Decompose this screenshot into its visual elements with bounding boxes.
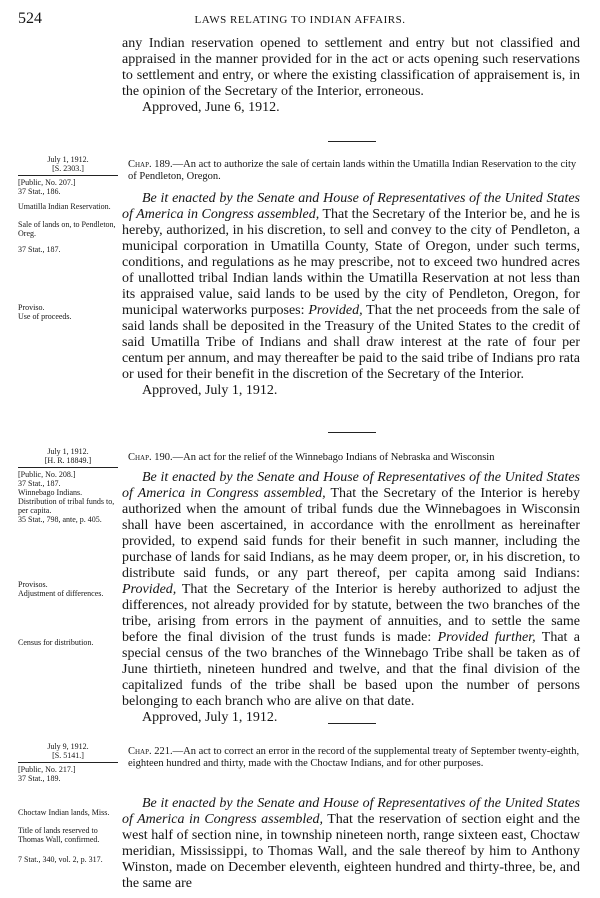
act189-margin-header [18, 155, 118, 196]
margin-rule [18, 175, 118, 176]
act221-note-choctaw: Choctaw Indian lands, Miss. [18, 808, 110, 817]
running-title: LAWS RELATING TO INDIAN AFFAIRS. [194, 14, 406, 26]
act189-text-1: That the Secretary of the Interior be, and he is hereby, authorized, in his discretion, to sell and convey to the city of Pendleton, a municipal corporation in Umatilla County, State of Oregon, under such terms, conditions, and regulations as he may prescribe, not to exceed two hundred acres of unallotted tribal Indian lands within the Umatilla Reservation at not less than its appraised value, said lands to be used by the city of Pendleton, Oregon, for municipal waterworks purposes: [122, 207, 580, 318]
act190-chap-label: Chap. 190. [128, 452, 173, 463]
act190-approved: Approved, July 1, 1912. [142, 710, 278, 725]
section-separator [328, 141, 376, 142]
act221-note-title: Title of lands reserved to Thomas Wall, confirmed. [18, 826, 100, 844]
act189-note-stat: 37 Stat., 187. [18, 245, 61, 254]
act190-stat: 37 Stat., 187. [18, 479, 61, 488]
act190-note-adjustment: Adjustment of differences. [18, 589, 104, 598]
act189-paragraph [122, 191, 580, 383]
page-number: 524 [18, 10, 42, 27]
act190-enacting-clause: Be it enacted by the Senate and House of Representatives of the United States of America in Congress assembled, [122, 470, 580, 501]
act190-text-1: That the Secretary of the Interior is hereby authorized when the amount of tribal funds due the Winnebagoes in Wisconsin shall have been ascertained, in accordance with the enrollment as hereinafter provided, to expend said funds for their benefit in such manner, including the purchase of lands for said Indians, as he may deem proper, or, in his discretion, to distribute said funds, or any part thereof, per capita among said Indians: [122, 486, 580, 581]
act190-margin-header [18, 447, 118, 488]
prev-act-text: any Indian reservation opened to settlement and entry but not classified and appraised in the manner provided for in the act or acts opening such reservations to settlement and entry, or where the existing classification of appraisement is, in the opinion of the Secretary of the Interior, erroneous. [122, 36, 580, 99]
act221-margin-header [18, 742, 118, 783]
act190-body [122, 470, 580, 726]
act221-chap-label: Chap. 221. [128, 746, 173, 757]
act190-note-stat: 35 Stat., 798, ante, p. 405. [18, 515, 102, 524]
act189-provided: Provided, [308, 303, 363, 318]
prev-act-approved: Approved, June 6, 1912. [142, 100, 280, 115]
act190-paragraph [122, 470, 580, 710]
act190-note-provisos: Provisos. [18, 580, 48, 589]
act190-date: July 1, 1912. [47, 447, 89, 456]
act221-bill: [S. 5141.] [52, 751, 84, 760]
act221-note-stat: 7 Stat., 340, vol. 2, p. 317. [18, 855, 103, 864]
act190-note-winnebago: Winnebago Indians. [18, 488, 83, 497]
act221-date: July 9, 1912. [47, 742, 89, 751]
act190-note-distribution: Distribution of tribal funds to, per capita. [18, 497, 115, 515]
act189-bill: [S. 2303.] [52, 164, 84, 173]
act189-stat: 37 Stat., 186. [18, 187, 61, 196]
act189-note-reservation: Umatilla Indian Reservation. [18, 202, 111, 211]
act221-title: —An act to correct an error in the record of the supplemental treaty of September twenty-eighth, eighteen hundred and thirty, made with the Choctaw Indians, and for other purposes. [128, 746, 580, 769]
act221-stat: 37 Stat., 189. [18, 774, 61, 783]
act221-text-1: That the reservation of section eight and the west half of section nine, in township nineteen north, range sixteen east, Choctaw meridian, Mississippi, to Thomas Wall, and the sale thereof by him to Anthony Winston, made on December eleventh, eighteen hundred and thirty-three, be, and the same are [122, 812, 581, 891]
act190-provided: Provided, [122, 582, 177, 597]
act221-body [122, 796, 580, 892]
act189-note-proviso: Proviso. [18, 303, 45, 312]
act221-heading [128, 746, 580, 770]
act221-paragraph [122, 796, 580, 892]
act189-title: —An act to authorize the sale of certain lands within the Umatilla Indian Reservation to the city of Pendleton, Oregon. [128, 159, 577, 182]
margin-rule [18, 467, 118, 468]
act190-note-census: Census for distribution. [18, 638, 94, 647]
section-separator [328, 723, 376, 724]
act221-enacting-clause: Be it enacted by the Senate and House of Representatives of the United States of America in Congress assembled, [122, 796, 580, 827]
act189-note-proceeds: Use of proceeds. [18, 312, 72, 321]
act221-public: [Public, No. 217.] [18, 765, 76, 774]
act189-public: [Public, No. 207.] [18, 178, 76, 187]
act190-text-2: That the Secretary of the Interior is hereby authorized to adjust the differences, not already provided for by statute, between the two branches of the tribe, arising from errors in the payment of annuities, and to settle the same before the final division of the trust funds is made: [122, 582, 581, 645]
act189-date: July 1, 1912. [47, 155, 89, 164]
act190-text-3: That a special census of the two branches of the Winnebago Tribe shall be taken as of June thirtieth, nineteen hundred and twelve, and that the final division of the capitalized funds of the tribe shall be based upon the number of persons belonging to each branch who are alive on that date. [122, 630, 581, 709]
act189-body [122, 191, 580, 399]
section-separator [328, 432, 376, 433]
act189-chap-label: Chap. 189. [128, 159, 173, 170]
prev-act-block [122, 36, 580, 116]
act189-text-2: That the net proceeds from the sale of said lands shall be deposited in the Treasury of the United States to the credit of said Umatilla Tribe of Indians and shall draw interest at the rate of four per centum per annum, and may thereafter be paid to the said tribe of Indians pro rata or used for their benefit in the discretion of the Secretary of the Interior. [122, 303, 581, 382]
act190-heading [128, 452, 580, 464]
act190-bill: [H. R. 18849.] [44, 456, 92, 465]
act190-public: [Public, No. 208.] [18, 470, 76, 479]
act190-title: —An act for the relief of the Winnebago Indians of Nebraska and Wisconsin [172, 452, 495, 463]
act189-approved: Approved, July 1, 1912. [142, 383, 278, 398]
act189-heading [128, 159, 580, 183]
act190-provided-further: Provided further, [437, 630, 536, 645]
margin-rule [18, 762, 118, 763]
act189-note-sale: Sale of lands on, to Pendleton, Oreg. [18, 220, 116, 238]
act189-enacting-clause: Be it enacted by the Senate and House of Representatives of the United States of America in Congress assembled, [122, 191, 580, 222]
